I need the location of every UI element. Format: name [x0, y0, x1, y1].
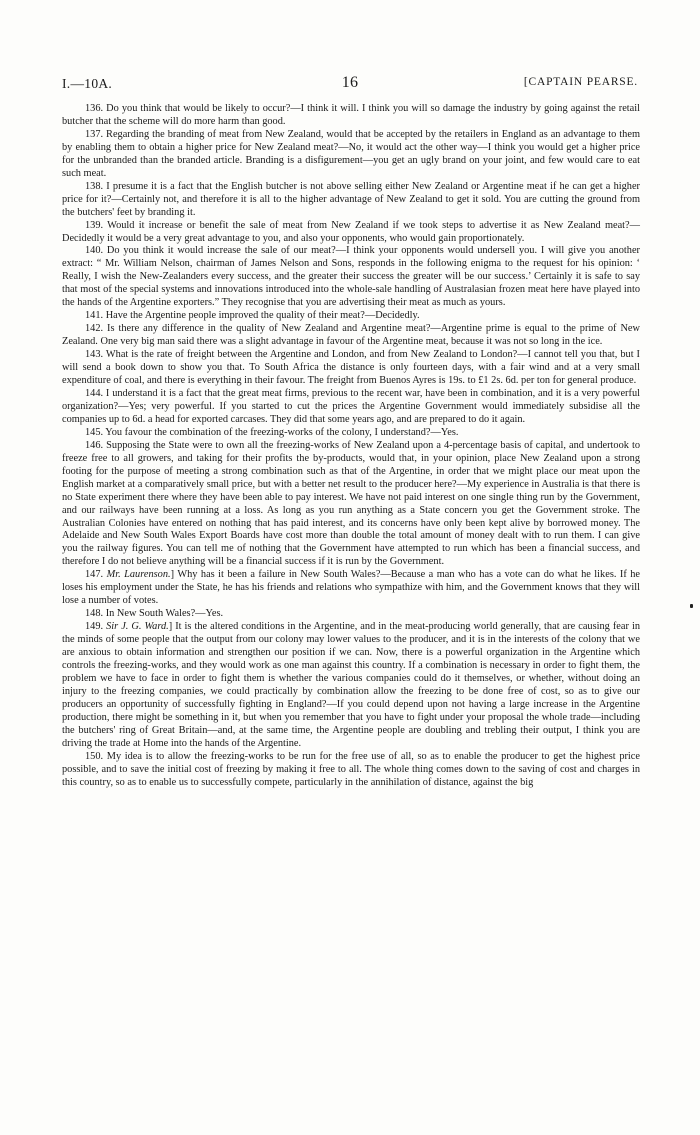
- question-number: 147.: [85, 569, 107, 581]
- paragraph-text: 139. Would it increase or benefit the sale of meat from New Zealand if we took steps to advertise it as New Zealand meat?—Decidedly it would be a very great advantage to you, and also your opponents, who would gain proportionately.: [62, 219, 640, 244]
- paragraph-text: 142. Is there any difference in the quality of New Zealand and Argentine meat?—Argentine prime is equal to the prime of New Zealand. One very big man said there was a slight advantage in favour of the Argentine meat, because it was not so long in the ice.: [62, 323, 640, 348]
- question-answer-paragraph: [62, 323, 640, 349]
- speaker-name: Sir J. G. Ward.: [106, 621, 169, 633]
- paragraph-text: 137. Regarding the branding of meat from New Zealand, would that be accepted by the retailers in England as an advantage to them by enabling them to obtain a higher price for New Zealand meat?—No, it would act the other way—I think you would get a higher price for the unbranded than the branded article. Branding is a disfigurement—you get an ugly brand on your joint, and few would care to eat such meat.: [62, 128, 640, 179]
- question-answer-paragraph: [62, 427, 640, 440]
- paragraph-text: 144. I understand it is a fact that the great meat firms, previous to the recent war, have been in combination, and it is a very powerful organization?—Yes; very powerful. If you started to cut the prices the Argentine Government would immediately subsidise all the companies up to 6d. a head for exported carcases. They did that some years ago, and are prepared to do it again.: [62, 387, 640, 425]
- paragraph-text: 136. Do you think that would be likely to occur?—I think it will. I think you will so damage the industry by going against the retail butcher that the scheme will do more harm than good.: [62, 103, 640, 127]
- witness-name: [CAPTAIN PEARSE.: [523, 76, 638, 88]
- question-answer-paragraph: [62, 608, 640, 621]
- question-answer-paragraph: [62, 310, 640, 323]
- question-number: 149.: [85, 621, 107, 633]
- paragraph-text: 143. What is the rate of freight between the Argentine and London, and from New Zealand to London?—I cannot tell you that, but I will send a book down to show you that. To South Africa the distance is only fourteen days, with a fair wind and at a very small expenditure of coal, and there is everything in their favour. The freight from Buenos Ayres is 19s. to £1 2s. 6d. per ton for general produce.: [62, 349, 640, 387]
- paragraph-text: 138. I presume it is a fact that the English butcher is not above selling either New Zealand or Argentine meat if he can get a higher price for it?—Certainly not, and therefore it is all to the higher advantage of New Zealand to get it sold. You are cutting the ground from the butchers' feet by branding it.: [62, 180, 640, 218]
- paragraph-text: ] It is the altered conditions in the Argentine, and in the meat-producing world generally, that are causing fear in the minds of some people that the output from our colony may lower values to the producer, and it is in the interests of the colony that we are anxious to obtain information and strengthen our position if we can. Now, there is a powerful organization in the Argentine which controls the freezing-works, and they would work as one man against this country. If a combination is necessary in order to fight them, the problem we have to face in order to fight them is whether the various companies could do it themselves, or whether, without doing an injury to the freezing companies, we could practically by combination allow the freezing to be done free of cost, so as to give our producers an opportunity of successfully fighting in England?—If you could depend upon not having a large increase in the Argentine production, there might be something in it, but when you remember that you have to fight under your proposal the whole trade—including the butchers' ring of Great Britain—and, at the same time, the Argentine people are doubling and trebling their output, I think you are driving the trade at Home into the hands of the Argentine.: [62, 621, 640, 749]
- question-answer-paragraph: [62, 440, 640, 570]
- paragraph-text: 148. In New South Wales?—Yes.: [85, 608, 224, 620]
- paragraph-text: ] Why has it been a failure in New South Wales?—Because a man who has a vote can do what he likes. If he loses his employment under the State, he has his friends and relations who sympathize with him, and the Government knows that they will lose a number of votes.: [62, 569, 641, 607]
- question-answer-paragraph: [62, 751, 640, 790]
- question-answer-paragraph: [62, 220, 640, 246]
- question-answer-paragraph: [62, 621, 640, 751]
- paragraph-text: 141. Have the Argentine people improved the quality of their meat?—Decidedly.: [85, 310, 420, 322]
- question-answer-paragraph: [62, 181, 640, 220]
- question-answer-paragraph: [62, 245, 640, 310]
- document-reference: I.—10A.: [62, 76, 113, 91]
- question-answer-paragraph: [62, 349, 640, 388]
- paragraph-text: 145. You favour the combination of the freezing-works of the colony, I understand?—Yes.: [85, 426, 459, 438]
- testimony-text: [62, 103, 640, 790]
- margin-mark: [690, 604, 693, 608]
- page-number: 16: [341, 74, 359, 91]
- paragraph-text: 146. Supposing the State were to own all the freezing-works of New Zealand upon a 4-percentage basis of capital, and undertook to freeze free to all growers, and taking for their profits the by-products, would that, in your opinion, place New Zealand upon a strong footing for the purpose of meeting a strong combination such as that of the Argentine, in order that we might place our meat upon the English market at a comparatively small price, but with a better net result to the producer here?—My experience in Australia is that there is no State experiment there where they have been able to pay interest. We have not paid interest on one single thing run by the Government, and our railways have been running at a loss. As long as you run anything as a State concern you get the Government stroke. The Australian Colonies have entered on nothing that has paid interest, and its concerns have only been kept alive by borrowed money. The Adelaide and New South Wales Export Boards have cost more than double the total amount of money dealt with to run them. I can give you the railway figures. You can tell me of nothing that the Government have attempted to run which has been a financial success, and therefore I do not believe anything will be a financial success if it is run by the Government.: [62, 439, 640, 568]
- question-answer-paragraph: [62, 129, 640, 181]
- question-answer-paragraph: [62, 103, 640, 129]
- paragraph-text: 140. Do you think it would increase the sale of our meat?—I think your opponents would undersell you. I will give you another extract: “ Mr. William Nelson, chairman of James Nelson and Sons, responds in the following enigma to the request for his opinion: ‘ Really, I wish the New-Zealanders every success, and the greater their success the greater will be our success.’ Certainly it is safe to say that most of the special systems and innovations introduced into the whole-sale handling of Australasian frozen meat here have played into the hands of the Argentine exporters.” They recognise that you are advertising their meat as much as yours.: [62, 245, 640, 309]
- speaker-name: Mr. Laurenson.: [106, 569, 171, 581]
- page-header: [62, 76, 638, 96]
- paragraph-text: 150. My idea is to allow the freezing-works to be run for the free use of all, so as to enable the producer to get the highest price possible, and to save the initial cost of freezing by making it free to all. The whole thing comes down to the saving of cost and charges in this country, so as to enable us to successfully compete, particularly in the annihilation of distance, against the big: [62, 750, 640, 788]
- question-answer-paragraph: [62, 569, 640, 608]
- question-answer-paragraph: [62, 388, 640, 427]
